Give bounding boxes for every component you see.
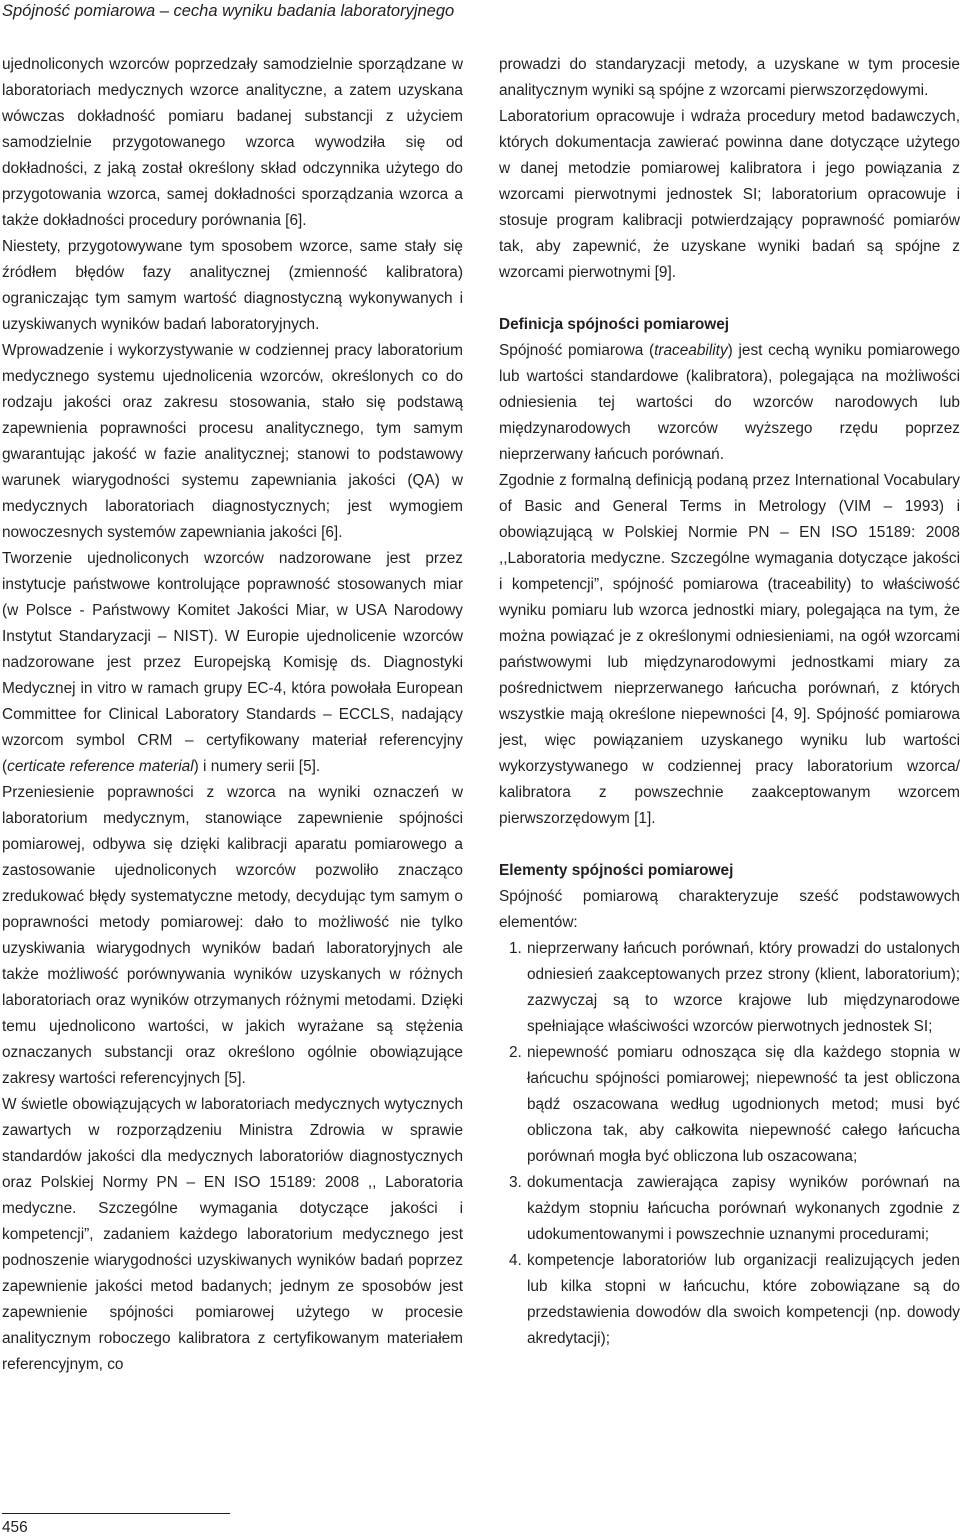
section-heading: Definicja spójności pomiarowej — [499, 316, 730, 333]
right-column — [499, 52, 960, 1352]
text-run: ) jest cechą wyniku pomiarowego lub wartości standardowe (kalibratora), polegająca na możliwości odniesienia tej wartości do wzorców narodowych lub międzynarodowych wzorców wyższego rzędu poprzez nieprzerwany łańcuch porównań. — [499, 342, 960, 463]
list-number: 3. — [509, 1174, 522, 1191]
list-text: kompetencje laboratoriów lub organizacji realizujących jeden lub kilka stopni w łańcuchu, które zobowiązane są do przedstawienia dowodów dla swoich kompetencji (np. dowody akredytacji); — [527, 1252, 960, 1347]
list-item — [499, 1040, 960, 1170]
elements-list — [499, 936, 960, 1352]
list-number: 4. — [509, 1252, 522, 1269]
text-run: ) i numery serii [5]. — [193, 758, 321, 775]
footer-rule — [2, 1513, 230, 1514]
spacer — [499, 832, 960, 858]
list-number: 2. — [509, 1044, 522, 1061]
paragraph: Spójność pomiarową charakteryzuje sześć podstawowych elementów: — [499, 888, 960, 931]
paragraph: prowadzi do standaryzacji metody, a uzyskane w tym procesie analitycznym wyniki są spójne z wzorcami pierwszorzędowymi. — [499, 56, 960, 99]
left-column — [2, 52, 463, 1378]
italic-term: certicate reference material — [7, 758, 194, 775]
paragraph: Laboratorium opracowuje i wdraża procedury metod badawczych, których dokumentacja zawierać powinna dane dotyczące użytego w danej metodzie pomiarowej kalibratora i jego powiązania z wzorcami pierwotnymi jednostek SI; laboratorium opracowuje i stosuje program kalibracji potwierdzający poprawność pomiarów tak, aby zapewnić, że uzyskane wyniki badań są spójne z wzorcami pierwotnymi [9]. — [499, 108, 960, 281]
list-item — [499, 1248, 960, 1352]
spacer — [499, 286, 960, 312]
paragraph: ujednoliconych wzorców poprzedzały samodzielnie sporządzane w laboratoriach medycznych wzorce analityczne, a zatem uzyskana wówczas dokładność pomiaru badanej substancji z użyciem samodzielnie przygotowanego wzorca wywodziła się od dokładności, z jaką został określony skład odczynnika użytego do przygotowania wzorca, samej dokładności sporządzania wzorca a także dokładności procedury porównania [6]. — [2, 56, 463, 229]
list-text: dokumentacja zawierająca zapisy wyników porównań na każdym stopniu łańcucha porównań wykonanych zgodnie z udokumentowanymi i powszechnie uznanymi procedurami; — [527, 1174, 960, 1243]
paragraph — [2, 546, 463, 780]
list-text: nieprzerwany łańcuch porównań, który prowadzi do ustalonych odniesień zaakceptowanych przez strony (klient, laboratorium); zazwyczaj są to wzorce krajowe lub międzynarodowe spełniające właściwości wzorców pierwotnych jednostek SI; — [527, 940, 960, 1035]
list-item — [499, 1170, 960, 1248]
running-title: Spójność pomiarowa – cecha wyniku badania laboratoryjnego — [2, 2, 455, 20]
text-run: Tworzenie ujednoliconych wzorców nadzorowane jest przez instytucje państwowe kontrolujące poprawność stosowanych miar (w Polsce - Państwowy Komitet Jakości Miar, w USA Narodowy Instytut Standaryzacji – NIST). W Europie ujednolicenie wzorców nadzorowane jest przez Europejską Komisję ds. Diagnostyki Medycznej in vitro w ramach grupy EC-4, która powołała European Committee for Clinical Laboratory Standards – ECCLS, nadający wzorcom symbol CRM – certyfikowany materiał referencyjny ( — [2, 550, 463, 775]
section-heading: Elementy spójności pomiarowej — [499, 862, 734, 879]
page-number: 456 — [2, 1519, 28, 1536]
paragraph: Niestety, przygotowywane tym sposobem wzorce, same stały się źródłem błędów fazy analitycznej (zmienność kalibratora) ograniczając tym samym wartość diagnostyczną wykonywanych i uzyskiwanych wyników badań laboratoryjnych. — [2, 238, 463, 333]
paragraph: Przeniesienie poprawności z wzorca na wyniki oznaczeń w laboratorium medycznym, stanowiące zapewnienie spójności pomiarowej, odbywa się dzięki kalibracji aparatu pomiarowego a zastosowanie ujednoliconych wzorców pozwoliło znacząco zredukować błędy systematyczne metody, decydując tym samym o poprawności metody pomiarowej: dało to możliwość nie tylko uzyskiwania wiarygodnych wyników badań laboratoryjnych ale także możliwość porównywania wyników uzyskanych w różnych laboratoriach oraz wyników otrzymanych różnymi metodami. Dzięki temu ujednolicono wartości, w jakich wyrażane są stężenia oznaczanych substancji oraz określono ogólnie obowiązujące zakresy wartości referencyjnych [5]. — [2, 784, 463, 1087]
paragraph: W świetle obowiązujących w laboratoriach medycznych wytycznych zawartych w rozporządzeniu Ministra Zdrowia w sprawie standardów jakości dla medycznych laboratoriów diagnostycznych oraz Polskiej Normy PN – EN ISO 15189: 2008 ,, Laboratoria medyczne. Szczególne wymagania dotyczące jakości i kompetencji”, zadaniem każdego laboratorium medycznego jest podnoszenie wiarygodności uzyskiwanych wyników badań poprzez zapewnienie jakości metod badanych; jednym ze sposobów jest zapewnienie spójności pomiarowej użytego w procesie analitycznym roboczego kalibratora z certyfikowanym materiałem referencyjnym, co — [2, 1096, 463, 1373]
paragraph: Wprowadzenie i wykorzystywanie w codziennej pracy laboratorium medycznego systemu ujednolicenia wzorców, określonych co do rodzaju jakości oraz zakresu stosowania, stało się podstawą zapewnienia poprawności procesu analitycznego, tym samym gwarantując jakość w fazie analitycznej; stanowi to podstawowy warunek wiarygodności systemu zapewniania jakości (QA) w medycznych laboratoriach diagnostycznych; jest wymogiem nowoczesnych systemów zapewniania jakości [6]. — [2, 342, 463, 541]
paragraph: Zgodnie z formalną definicją podaną przez International Vocabulary of Basic and General Terms in Metrology (VIM – 1993) i obowiązującą w Polskiej Normie PN – EN ISO 15189: 2008 ,,Laboratoria medyczne. Szczególne wymagania dotyczące jakości i kompetencji”, spójność pomiarowa (traceability) to właściwość wyniku pomiaru lub wzorca jednostki miary, polegająca na tym, że można powiązać je z określonymi odniesieniami, na ogół wzorcami państwowymi lub międzynarodowymi jednostkami miary za pośrednictwem nieprzerwanego łańcucha porównań, z których wszystkie mają określone niepewności [4, 9]. Spójność pomiarowa jest, więc powiązaniem uzyskanego wyniku lub wartości wykorzystywanego w codziennej pracy laboratorium wzorca/ kalibratora z powszechnie zaakceptowanym wzorcem pierwszorzędowym [1]. — [499, 472, 960, 827]
text-run: Spójność pomiarowa ( — [499, 342, 655, 359]
italic-term: traceability — [654, 342, 728, 359]
paragraph — [499, 338, 960, 468]
list-text: niepewność pomiaru odnosząca się dla każdego stopnia w łańcuchu spójności pomiarowej; niepewność ta jest obliczona bądź oszacowana według ugodnionych metod; musi być obliczona tak, aby całkowita niepewność całego łańcucha porównań mogła być obliczona lub oszacowana; — [527, 1044, 960, 1165]
list-number: 1. — [509, 940, 522, 957]
list-item — [499, 936, 960, 1040]
